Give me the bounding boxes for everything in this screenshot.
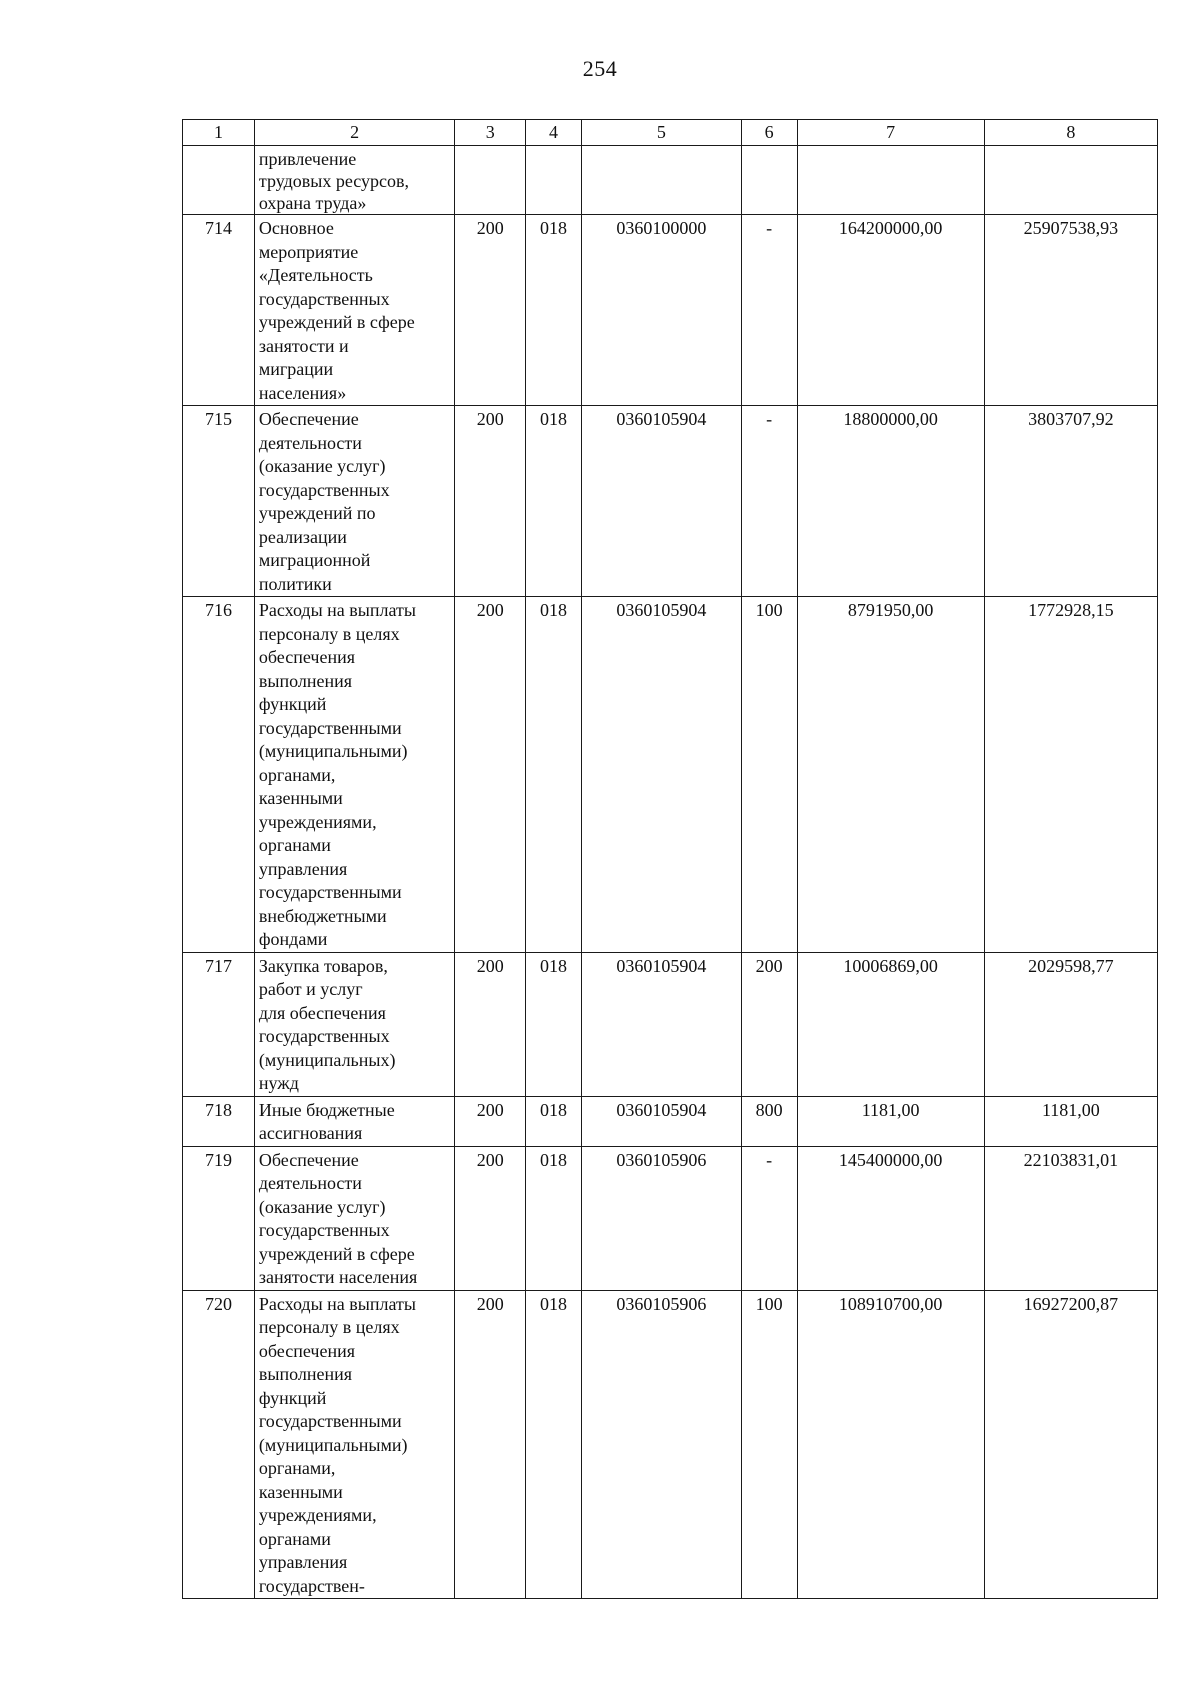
cell-col6 [741, 146, 797, 215]
row-name: Основное мероприятие «Деятельность государственных учреждений в сфере занятости и миграции населения» [254, 215, 454, 406]
cell-col4: 018 [526, 952, 582, 1096]
table-row [183, 952, 1158, 1096]
cell-col6: 200 [741, 952, 797, 1096]
cell-col8 [984, 146, 1157, 215]
row-number: 717 [183, 952, 255, 1096]
cell-col5: 0360100000 [581, 215, 741, 406]
cell-col7: 8791950,00 [797, 597, 984, 953]
cell-col7: 1181,00 [797, 1096, 984, 1146]
row-name: Расходы на выплаты персоналу в целях обеспечения выполнения функций государственными (муниципальными) органами, казенными учреждениями, органами управления государственными внебюджетными фондами [254, 597, 454, 953]
row-number [183, 146, 255, 215]
row-number: 714 [183, 215, 255, 406]
row-number: 715 [183, 406, 255, 597]
cell-col8: 25907538,93 [984, 215, 1157, 406]
cell-col5: 0360105906 [581, 1290, 741, 1599]
cell-col3 [455, 146, 526, 215]
cell-col3: 200 [455, 1096, 526, 1146]
cell-col4: 018 [526, 406, 582, 597]
row-name: Обеспечение деятельности (оказание услуг) государственных учреждений в сфере занятости населения [254, 1146, 454, 1290]
row-name: привлечение трудовых ресурсов, охрана труда» [254, 146, 454, 215]
cell-col4: 018 [526, 1290, 582, 1599]
cell-col4 [526, 146, 582, 215]
row-name: Обеспечение деятельности (оказание услуг) государственных учреждений по реализации миграционной политики [254, 406, 454, 597]
cell-col7: 18800000,00 [797, 406, 984, 597]
cell-col8: 22103831,01 [984, 1146, 1157, 1290]
table-row [183, 146, 1158, 215]
cell-col8: 16927200,87 [984, 1290, 1157, 1599]
row-number: 718 [183, 1096, 255, 1146]
cell-col5: 0360105904 [581, 1096, 741, 1146]
cell-col6: 100 [741, 1290, 797, 1599]
table-row [183, 1290, 1158, 1599]
table-row [183, 597, 1158, 953]
row-name: Закупка товаров, работ и услуг для обеспечения государственных (муниципальных) нужд [254, 952, 454, 1096]
table-row [183, 1146, 1158, 1290]
cell-col5: 0360105904 [581, 952, 741, 1096]
cell-col7: 10006869,00 [797, 952, 984, 1096]
cell-col5 [581, 146, 741, 215]
page-number: 254 [582, 56, 618, 81]
row-number: 719 [183, 1146, 255, 1290]
cell-col3: 200 [455, 597, 526, 953]
cell-col7: 164200000,00 [797, 215, 984, 406]
table-row [183, 406, 1158, 597]
cell-col8: 1181,00 [984, 1096, 1157, 1146]
column-header: 4 [526, 120, 582, 146]
column-header: 3 [455, 120, 526, 146]
column-header: 8 [984, 120, 1157, 146]
cell-col6: - [741, 1146, 797, 1290]
column-header: 7 [797, 120, 984, 146]
cell-col8: 2029598,77 [984, 952, 1157, 1096]
cell-col5: 0360105906 [581, 1146, 741, 1290]
cell-col7: 108910700,00 [797, 1290, 984, 1599]
cell-col6: 800 [741, 1096, 797, 1146]
table-row [183, 1096, 1158, 1146]
cell-col6: - [741, 406, 797, 597]
cell-col6: - [741, 215, 797, 406]
budget-table [182, 119, 1158, 1599]
table-row [183, 215, 1158, 406]
cell-col4: 018 [526, 215, 582, 406]
cell-col5: 0360105904 [581, 597, 741, 953]
cell-col4: 018 [526, 597, 582, 953]
cell-col3: 200 [455, 1146, 526, 1290]
row-number: 720 [183, 1290, 255, 1599]
column-header: 2 [254, 120, 454, 146]
cell-col5: 0360105904 [581, 406, 741, 597]
row-name: Иные бюджетные ассигнования [254, 1096, 454, 1146]
cell-col6: 100 [741, 597, 797, 953]
column-header: 5 [581, 120, 741, 146]
cell-col7: 145400000,00 [797, 1146, 984, 1290]
column-header: 6 [741, 120, 797, 146]
row-number: 716 [183, 597, 255, 953]
cell-col7 [797, 146, 984, 215]
cell-col4: 018 [526, 1146, 582, 1290]
table-header-row [183, 120, 1158, 146]
cell-col3: 200 [455, 1290, 526, 1599]
row-name: Расходы на выплаты персоналу в целях обеспечения выполнения функций государственными (муниципальными) органами, казенными учреждениями, органами управления государствен- [254, 1290, 454, 1599]
cell-col3: 200 [455, 406, 526, 597]
cell-col8: 3803707,92 [984, 406, 1157, 597]
column-header: 1 [183, 120, 255, 146]
cell-col3: 200 [455, 215, 526, 406]
cell-col3: 200 [455, 952, 526, 1096]
cell-col4: 018 [526, 1096, 582, 1146]
cell-col8: 1772928,15 [984, 597, 1157, 953]
